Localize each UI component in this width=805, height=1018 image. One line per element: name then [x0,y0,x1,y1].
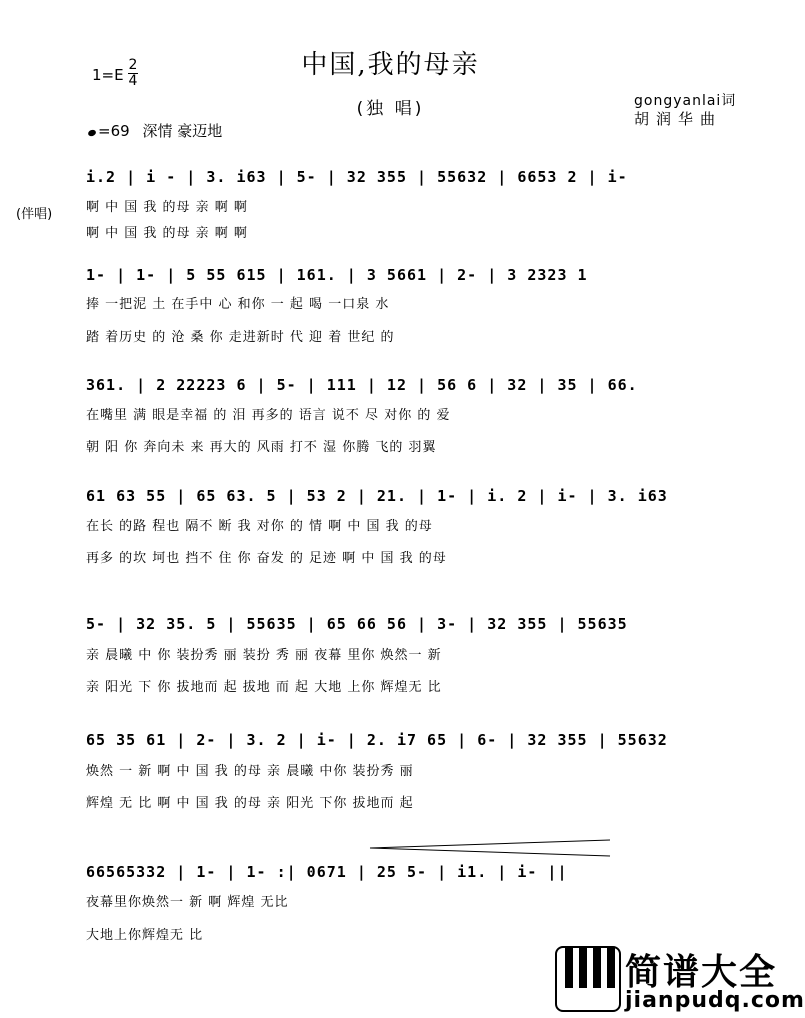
expression-text: 深情 豪迈地 [142,122,223,140]
piano-keys-icon [555,946,621,1012]
notation-line-2: 1- | 1- | 5 55 615 | 161. | 3 5661 | 2- | 3 2323 1 [86,266,588,284]
notation-line-3: 361. | 2 22223 6 | 5- | 111 | 12 | 56 6 | 32 | 35 | 66. [86,376,638,394]
song-subtitle: (独 唱) [356,99,425,119]
lyric-line-6a: 焕然 一 新 啊 中 国 我 的母 亲 晨曦 中你 装扮秀 丽 [86,764,414,779]
tempo-marking [88,120,222,141]
logo-url: jianpudq.com [625,988,805,1013]
key-signature: 1=E [92,66,124,84]
tempo-value: =69 [98,122,130,140]
lyric-line-3a: 在嘴里 满 眼是幸福 的 泪 再多的 语言 说不 尽 对你 的 爱 [86,408,451,423]
notation-line-4: 61 63 55 | 65 63. 5 | 53 2 | 21. | 1- | i. 2 | i- | 3. i63 [86,487,668,505]
lyric-line-5b: 亲 阳光 下 你 拔地而 起 拔地 而 起 大地 上你 辉煌无 比 [86,680,442,695]
lyric-line-4b: 再多 的坎 坷也 挡不 住 你 奋发 的 足迹 啊 中 国 我 的母 [86,551,447,566]
meter-bottom: 4 [128,73,138,89]
song-title: 中国,我的母亲 [301,50,480,80]
lyric-line-2a: 捧 一把泥 土 在手中 心 和你 一 起 喝 一口泉 水 [86,297,390,312]
quarter-note-icon [87,129,97,137]
lyric-line-1b: 啊 中 国 我 的母 亲 啊 啊 [86,226,248,241]
chorus-label: (伴唱) [16,207,53,222]
composer-credit: 胡润华曲 [634,110,723,128]
lyric-line-3b: 朝 阳 你 奔向未 来 再大的 风雨 打不 湿 你腾 飞的 羽翼 [86,440,437,455]
lyric-line-6b: 辉煌 无 比 啊 中 国 我 的母 亲 阳光 下你 拔地而 起 [86,796,414,811]
lyric-line-4a: 在长 的路 程也 隔不 断 我 对你 的 情 啊 中 国 我 的母 [86,519,433,534]
notation-line-7: 66565332 | 1- | 1- :| 0671 | 25 5- | i1. | i- || [86,863,568,881]
site-logo [555,944,805,1014]
lyric-line-7b: 大地上你辉煌无 比 [86,928,204,943]
lyric-line-1a: 啊 中 国 我 的母 亲 啊 啊 [86,200,248,215]
meter-top: 2 [128,57,138,73]
notation-line-5: 5- | 32 35. 5 | 55635 | 65 66 56 | 3- | 32 355 | 55635 [86,615,628,633]
lyric-line-2b: 踏 着历史 的 沧 桑 你 走进新时 代 迎 着 世纪 的 [86,330,395,345]
lyricist-credit: gongyanlai词 [634,93,737,109]
lyric-line-7a: 夜幕里你焕然一 新 啊 辉煌 无比 [86,895,289,910]
notation-line-6: 65 35 61 | 2- | 3. 2 | i- | 2. i7 65 | 6- | 32 355 | 55632 [86,731,668,749]
time-signature [128,58,138,89]
logo-text: 简谱大全 [625,952,778,993]
lyric-line-5a: 亲 晨曦 中 你 装扮秀 丽 装扮 秀 丽 夜幕 里你 焕然一 新 [86,648,442,663]
notation-line-1: i.2 | i - | 3. i63 | 5- | 32 355 | 55632 | 6653 2 | i- [86,168,628,186]
crescendo-hairpin [370,838,610,858]
